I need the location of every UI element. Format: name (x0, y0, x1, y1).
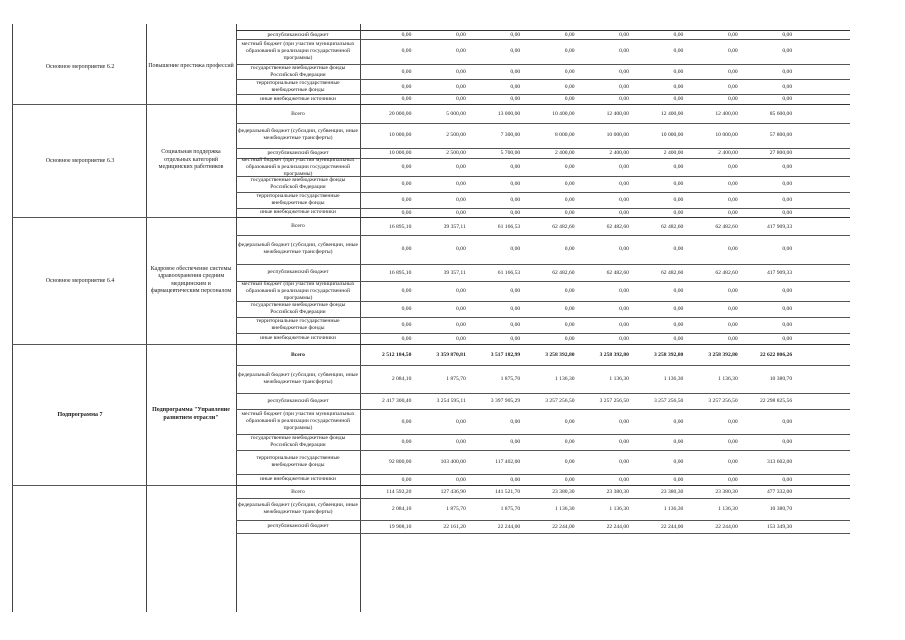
value-cell: 3 257 256,50 (653, 398, 684, 404)
value-cell: 0,00 (727, 209, 738, 216)
value-cell: 0,00 (510, 197, 521, 203)
value-cell: 417 909,33 (766, 269, 793, 276)
value-cell: 0,00 (673, 322, 684, 328)
source-cell: государственные внебюджетные фонды Российской Федерации (250, 302, 346, 315)
value-cell: 0,00 (564, 197, 575, 203)
source-cell: Всего (291, 351, 305, 358)
value-cell: 0,00 (673, 476, 684, 483)
table-row (236, 192, 850, 209)
table-row (236, 38, 850, 65)
value-cell: 22 244,00 (606, 523, 629, 530)
value-cell: 0,00 (727, 68, 738, 75)
value-cell: 0,00 (564, 96, 575, 102)
value-cell: 10 380,70 (769, 375, 793, 382)
value-cell: 0,00 (564, 32, 575, 38)
value-cell: 13 000,00 (497, 111, 521, 117)
value-cell: 2 084,10 (391, 505, 412, 512)
value-cell: 0,00 (727, 83, 738, 90)
value-cell: 0,00 (564, 335, 575, 342)
value-cell: 117 402,00 (495, 459, 521, 465)
col-divider (146, 24, 147, 612)
value-cell: 23 380,30 (552, 489, 575, 495)
value-cell: 153 349,30 (766, 523, 793, 530)
value-cell: 0,00 (673, 288, 684, 294)
table-row (236, 364, 850, 394)
table-row (236, 176, 850, 193)
value-cell: 0,00 (510, 96, 521, 102)
value-cell: 62 482,60 (715, 223, 738, 230)
value-cell: 0,00 (510, 439, 521, 445)
value-cell: 0,00 (455, 164, 466, 170)
value-cell: 0,00 (727, 197, 738, 203)
value-cell: 0,00 (619, 32, 629, 38)
source-cell: иные внебюджетные источники (260, 209, 336, 215)
value-cell: 0,00 (619, 459, 629, 465)
value-cell: 1 136,30 (663, 375, 684, 382)
value-cell: 3 258 392,80 (708, 352, 738, 358)
value-cell: 2 400,00 (554, 150, 575, 156)
value-cell: 61 166,53 (497, 269, 521, 276)
table-row (236, 104, 850, 124)
value-cell: 0,00 (564, 164, 575, 170)
value-cell: 62 482,60 (606, 269, 629, 276)
value-cell: 0,00 (673, 181, 684, 187)
value-cell: 3 397 905,29 (490, 398, 521, 404)
value-cell: 0,00 (564, 209, 575, 216)
value-cell: 10 000,00 (389, 132, 412, 138)
value-cell: 0,00 (564, 246, 575, 252)
value-cell: 0,00 (619, 83, 629, 90)
value-cell: 0,00 (782, 164, 793, 170)
value-cell: 0,00 (619, 209, 629, 216)
table-row (236, 317, 850, 334)
value-cell: 0,00 (619, 306, 629, 312)
value-cell: 0,00 (619, 335, 629, 342)
value-cell: 0,00 (401, 476, 412, 483)
value-cell: 0,00 (401, 288, 412, 294)
value-cell: 62 482,60 (660, 223, 684, 230)
value-cell: 0,00 (401, 164, 412, 170)
value-cell: 10 000,00 (389, 150, 412, 156)
value-cell: 2 400,00 (609, 150, 629, 156)
value-cell: 0,00 (455, 209, 466, 216)
table-row (236, 122, 850, 149)
value-cell: 0,00 (564, 418, 575, 425)
value-cell: 1 875,70 (446, 505, 466, 512)
value-cell: 22 244,00 (715, 523, 738, 530)
section-divider (12, 344, 236, 345)
value-cell: 0,00 (782, 181, 793, 187)
value-cell: 0,00 (782, 418, 793, 425)
value-cell: 0,00 (455, 83, 466, 90)
value-cell: 0,00 (782, 246, 793, 252)
value-cell: 39 357,11 (443, 223, 466, 230)
table-row (236, 234, 850, 265)
value-cell: 0,00 (564, 68, 575, 75)
value-cell: 0,00 (782, 209, 793, 216)
value-cell: 0,00 (564, 48, 575, 54)
source-cell: территориальные государственные внебюджетные фонды (256, 318, 340, 331)
value-cell: 16 895,10 (389, 223, 412, 230)
value-cell: 0,00 (564, 306, 575, 312)
value-cell: 1 875,70 (446, 375, 466, 382)
value-cell: 5 000,00 (446, 111, 466, 117)
section-divider (12, 104, 236, 105)
source-cell: местный бюджет (при участии муниципальных образований в реализации государственной программы) (241, 40, 355, 61)
value-cell: 0,00 (510, 181, 521, 187)
value-cell: 0,00 (673, 439, 684, 445)
value-cell: 20 000,00 (389, 111, 412, 117)
value-cell: 0,00 (510, 48, 521, 54)
value-cell: 0,00 (455, 68, 466, 75)
value-cell: 0,00 (401, 246, 412, 252)
value-cell: 0,00 (727, 418, 738, 425)
source-cell: Всего (291, 488, 305, 495)
value-cell: 1 136,30 (554, 375, 575, 382)
source-cell: территориальные государственные внебюджетные фонды (256, 193, 340, 206)
value-cell: 1 875,70 (500, 375, 521, 382)
value-cell: 0,00 (401, 181, 412, 187)
value-cell: 0,00 (782, 96, 793, 102)
value-cell: 1 136,30 (609, 505, 629, 512)
source-cell: иные внебюджетные источники (260, 476, 336, 482)
value-cell: 0,00 (455, 288, 466, 294)
measure-label: Подпрограмма 7 (57, 411, 103, 418)
value-cell: 0,00 (673, 306, 684, 312)
value-cell: 0,00 (455, 306, 466, 312)
value-cell: 0,00 (782, 83, 793, 90)
value-cell: 0,00 (510, 32, 521, 38)
value-cell: 0,00 (455, 246, 466, 252)
value-cell: 0,00 (673, 164, 684, 170)
measure-label: Основное мероприятие 6.3 (45, 157, 115, 164)
value-cell: 3 258 392,80 (653, 352, 684, 358)
value-cell: 141 521,70 (495, 489, 521, 495)
source-cell: местный бюджет (при участии муниципальных образований в реализации государственной программы) (241, 156, 355, 177)
value-cell: 0,00 (727, 32, 738, 38)
value-cell: 0,00 (727, 459, 738, 465)
value-cell: 0,00 (619, 439, 629, 445)
table-row (236, 520, 850, 534)
source-cell: территориальные государственные внебюджетные фонды (256, 79, 340, 93)
value-cell: 0,00 (619, 197, 629, 203)
value-cell: 12 400,00 (660, 111, 684, 117)
value-cell: 62 482,60 (606, 223, 629, 230)
value-cell: 27 800,00 (769, 150, 793, 156)
value-cell: 0,00 (619, 181, 629, 187)
value-cell: 0,00 (727, 246, 738, 252)
value-cell: 417 909,33 (766, 223, 793, 230)
value-cell: 12 400,00 (606, 111, 629, 117)
value-cell: 0,00 (782, 68, 793, 75)
value-cell: 0,00 (727, 96, 738, 102)
measure-label: Основное мероприятие 6.4 (45, 277, 115, 284)
value-cell: 0,00 (455, 96, 466, 102)
value-cell: 0,00 (401, 83, 412, 90)
value-cell: 0,00 (510, 288, 521, 294)
value-cell: 0,00 (727, 306, 738, 312)
value-cell: 0,00 (782, 306, 793, 312)
value-cell: 0,00 (727, 164, 738, 170)
value-cell: 0,00 (564, 439, 575, 445)
source-cell: республиканский бюджет (267, 397, 329, 404)
value-cell: 1 136,30 (609, 375, 629, 382)
value-cell: 0,00 (510, 335, 521, 342)
value-cell: 0,00 (510, 83, 521, 90)
value-cell: 0,00 (564, 322, 575, 328)
value-cell: 1 136,30 (663, 505, 684, 512)
value-cell: 0,00 (673, 246, 684, 252)
value-cell: 0,00 (782, 32, 793, 38)
value-cell: 0,00 (510, 246, 521, 252)
value-cell: 127 436,90 (440, 489, 466, 495)
value-cell: 0,00 (401, 32, 412, 38)
value-cell: 22 622 806,26 (759, 352, 793, 358)
source-cell: государственные внебюджетные фонды Российской Федерации (250, 435, 346, 448)
value-cell: 0,00 (401, 439, 412, 445)
value-cell: 0,00 (455, 32, 466, 38)
value-cell: 85 600,00 (769, 111, 793, 117)
value-cell: 0,00 (727, 48, 738, 54)
value-cell: 0,00 (455, 418, 466, 425)
value-cell: 2 500,00 (446, 132, 466, 138)
table-row (236, 434, 850, 451)
value-cell: 0,00 (782, 197, 793, 203)
value-cell: 2 417 300,40 (382, 398, 412, 404)
source-cell: федеральный бюджет (субсидии, субвенции, иные межбюджетные трансферты) (238, 501, 358, 515)
value-cell: 0,00 (510, 322, 521, 328)
value-cell: 3 257 256,50 (599, 398, 629, 404)
value-cell: 0,00 (673, 48, 684, 54)
value-cell: 8 000,00 (554, 132, 575, 138)
value-cell: 62 482,60 (552, 269, 575, 276)
value-cell: 0,00 (727, 335, 738, 342)
program-label: Подпрограмма "Управление развитием отрасли" (152, 407, 230, 421)
value-cell: 0,00 (564, 288, 575, 294)
value-cell: 2 500,00 (446, 150, 466, 156)
value-cell: 0,00 (782, 335, 793, 342)
source-cell: государственные внебюджетные фонды Российской Федерации (250, 177, 346, 190)
value-cell: 477 332,00 (766, 489, 793, 495)
value-cell: 0,00 (510, 306, 521, 312)
value-cell: 0,00 (782, 48, 793, 54)
value-cell: 62 482,60 (552, 223, 575, 230)
table-row (236, 281, 850, 302)
source-cell: республиканский бюджет (267, 269, 329, 275)
value-cell: 2 400,00 (718, 150, 738, 156)
source-cell: федеральный бюджет (субсидии, субвенции, иные межбюджетные трансферты) (238, 371, 358, 385)
value-cell: 0,00 (401, 306, 412, 312)
value-cell: 10 400,00 (552, 111, 575, 117)
value-cell: 10 000,00 (715, 132, 738, 138)
value-cell: 0,00 (727, 439, 738, 445)
value-cell: 0,00 (619, 288, 629, 294)
value-cell: 0,00 (564, 476, 575, 483)
value-cell: 0,00 (782, 439, 793, 445)
table-row (236, 301, 850, 318)
value-cell: 22 244,00 (497, 523, 521, 530)
value-cell: 3 258 392,80 (545, 352, 575, 358)
value-cell: 39 357,11 (443, 269, 466, 276)
value-cell: 0,00 (673, 418, 684, 425)
value-cell: 0,00 (401, 68, 412, 75)
source-cell: республиканский бюджет (267, 523, 329, 529)
value-cell: 23 380,30 (606, 489, 629, 495)
measure-label: Основное мероприятие 6.2 (45, 64, 115, 70)
value-cell: 23 380,30 (715, 489, 738, 495)
value-cell: 1 875,70 (500, 505, 521, 512)
value-cell: 0,00 (455, 322, 466, 328)
program-label: Повышение престижа профессий (148, 63, 234, 69)
value-cell: 10 000,00 (606, 132, 629, 138)
source-cell: республиканский бюджет (267, 31, 329, 38)
value-cell: 22 244,00 (660, 523, 684, 530)
value-cell: 23 380,30 (660, 489, 684, 495)
value-cell: 62 482,60 (660, 269, 684, 276)
value-cell: 0,00 (401, 322, 412, 328)
value-cell: 62 482,60 (715, 269, 738, 276)
value-cell: 0,00 (401, 209, 412, 216)
value-cell: 0,00 (727, 181, 738, 187)
value-cell: 0,00 (673, 209, 684, 216)
value-cell: 0,00 (619, 322, 629, 328)
program-label: Социальная поддержка отдельных категорий медицинских работников (158, 149, 224, 170)
value-cell: 1 136,30 (554, 505, 575, 512)
table-row (236, 344, 850, 366)
value-cell: 0,00 (510, 476, 521, 483)
value-cell: 0,00 (455, 439, 466, 445)
value-cell: 1 136,30 (718, 375, 738, 382)
col-divider (12, 24, 13, 612)
value-cell: 22 244,00 (552, 523, 575, 530)
value-cell: 3 257 256,50 (545, 398, 575, 404)
value-cell: 0,00 (673, 96, 684, 102)
table-row (236, 264, 850, 282)
value-cell: 103 400,00 (440, 459, 466, 465)
value-cell: 0,00 (455, 476, 466, 483)
value-cell: 0,00 (619, 68, 629, 75)
value-cell: 0,00 (619, 48, 629, 54)
value-cell: 22 161,20 (443, 523, 466, 530)
table-row (236, 64, 850, 80)
value-cell: 0,00 (673, 197, 684, 203)
source-cell: иные внебюджетные источники (260, 95, 336, 102)
value-cell: 92 800,00 (389, 459, 412, 465)
value-cell: 0,00 (455, 48, 466, 54)
program-label: Кадровое обеспечение системы здравоохранения средним медицинским и фармацевтическим персоналом (150, 265, 232, 294)
value-cell: 5 700,00 (500, 150, 521, 156)
value-cell: 0,00 (727, 288, 738, 294)
table-row (236, 409, 850, 435)
table-row (236, 393, 850, 410)
value-cell: 0,00 (619, 418, 629, 425)
source-cell: федеральный бюджет (субсидии, субвенции, иные межбюджетные трансферты) (238, 128, 358, 141)
value-cell: 0,00 (782, 322, 793, 328)
value-cell: 0,00 (673, 83, 684, 90)
value-cell: 0,00 (510, 418, 521, 425)
source-cell: территориальные государственные внебюджетные фонды (256, 455, 340, 468)
value-cell: 0,00 (564, 181, 575, 187)
source-cell: местный бюджет (при участии муниципальных образований в реализации государственной программы) (241, 411, 355, 431)
value-cell: 0,00 (455, 181, 466, 187)
value-cell: 0,00 (564, 83, 575, 90)
value-cell: 12 400,00 (715, 111, 738, 117)
table-row (236, 79, 850, 95)
value-cell: 0,00 (673, 32, 684, 38)
value-cell: 2 084,10 (391, 375, 412, 382)
value-cell: 0,00 (401, 48, 412, 54)
value-cell: 19 908,10 (389, 523, 412, 530)
value-cell: 3 258 392,80 (599, 352, 629, 358)
source-cell: Всего (291, 110, 305, 117)
value-cell: 1 136,30 (718, 505, 738, 512)
value-cell: 10 000,00 (660, 132, 684, 138)
source-cell: Всего (291, 223, 305, 229)
value-cell: 0,00 (619, 96, 629, 102)
value-cell: 313 602,00 (766, 459, 793, 465)
source-cell: государственные внебюджетные фонды Российской Федерации (250, 64, 346, 78)
source-cell: республиканский бюджет (267, 149, 329, 156)
value-cell: 0,00 (455, 335, 466, 342)
value-cell: 2 400,00 (663, 150, 684, 156)
section-divider (12, 485, 236, 486)
value-cell: 0,00 (510, 164, 521, 170)
value-cell: 22 298 825,56 (759, 398, 793, 404)
value-cell: 10 380,70 (769, 505, 793, 512)
value-cell: 0,00 (619, 164, 629, 170)
value-cell: 0,00 (401, 197, 412, 203)
value-cell: 0,00 (619, 246, 629, 252)
section-divider (12, 217, 236, 218)
value-cell: 57 800,00 (769, 132, 793, 138)
table-row (236, 497, 850, 521)
value-cell: 0,00 (401, 335, 412, 342)
value-cell: 3 517 182,99 (490, 352, 521, 358)
value-cell: 0,00 (510, 68, 521, 75)
value-cell: 3 257 256,50 (708, 398, 738, 404)
value-cell: 61 166,53 (497, 223, 521, 230)
value-cell: 114 592,20 (386, 489, 412, 495)
source-cell: федеральный бюджет (субсидии, субвенции, иные межбюджетные трансферты) (238, 242, 358, 255)
value-cell: 3 359 870,81 (436, 352, 466, 358)
value-cell: 0,00 (727, 476, 738, 483)
value-cell: 0,00 (673, 459, 684, 465)
value-cell: 16 895,10 (389, 269, 412, 276)
value-cell: 0,00 (782, 476, 793, 483)
table-row (236, 158, 850, 177)
value-cell: 7 300,00 (500, 132, 521, 138)
value-cell: 0,00 (510, 209, 521, 216)
value-cell: 3 254 595,11 (436, 398, 466, 404)
value-cell: 2 512 184,50 (382, 352, 412, 358)
value-cell: 0,00 (564, 459, 575, 465)
table-row (236, 450, 850, 475)
value-cell: 0,00 (727, 322, 738, 328)
value-cell: 0,00 (455, 197, 466, 203)
source-cell: местный бюджет (при участии муниципальных образований в реализации государственной программы) (241, 280, 355, 301)
value-cell: 0,00 (673, 68, 684, 75)
source-cell: иные внебюджетные источники (260, 335, 336, 341)
value-cell: 0,00 (401, 418, 412, 425)
value-cell: 0,00 (673, 335, 684, 342)
value-cell: 0,00 (782, 288, 793, 294)
value-cell: 0,00 (619, 476, 629, 483)
value-cell: 0,00 (401, 96, 412, 102)
